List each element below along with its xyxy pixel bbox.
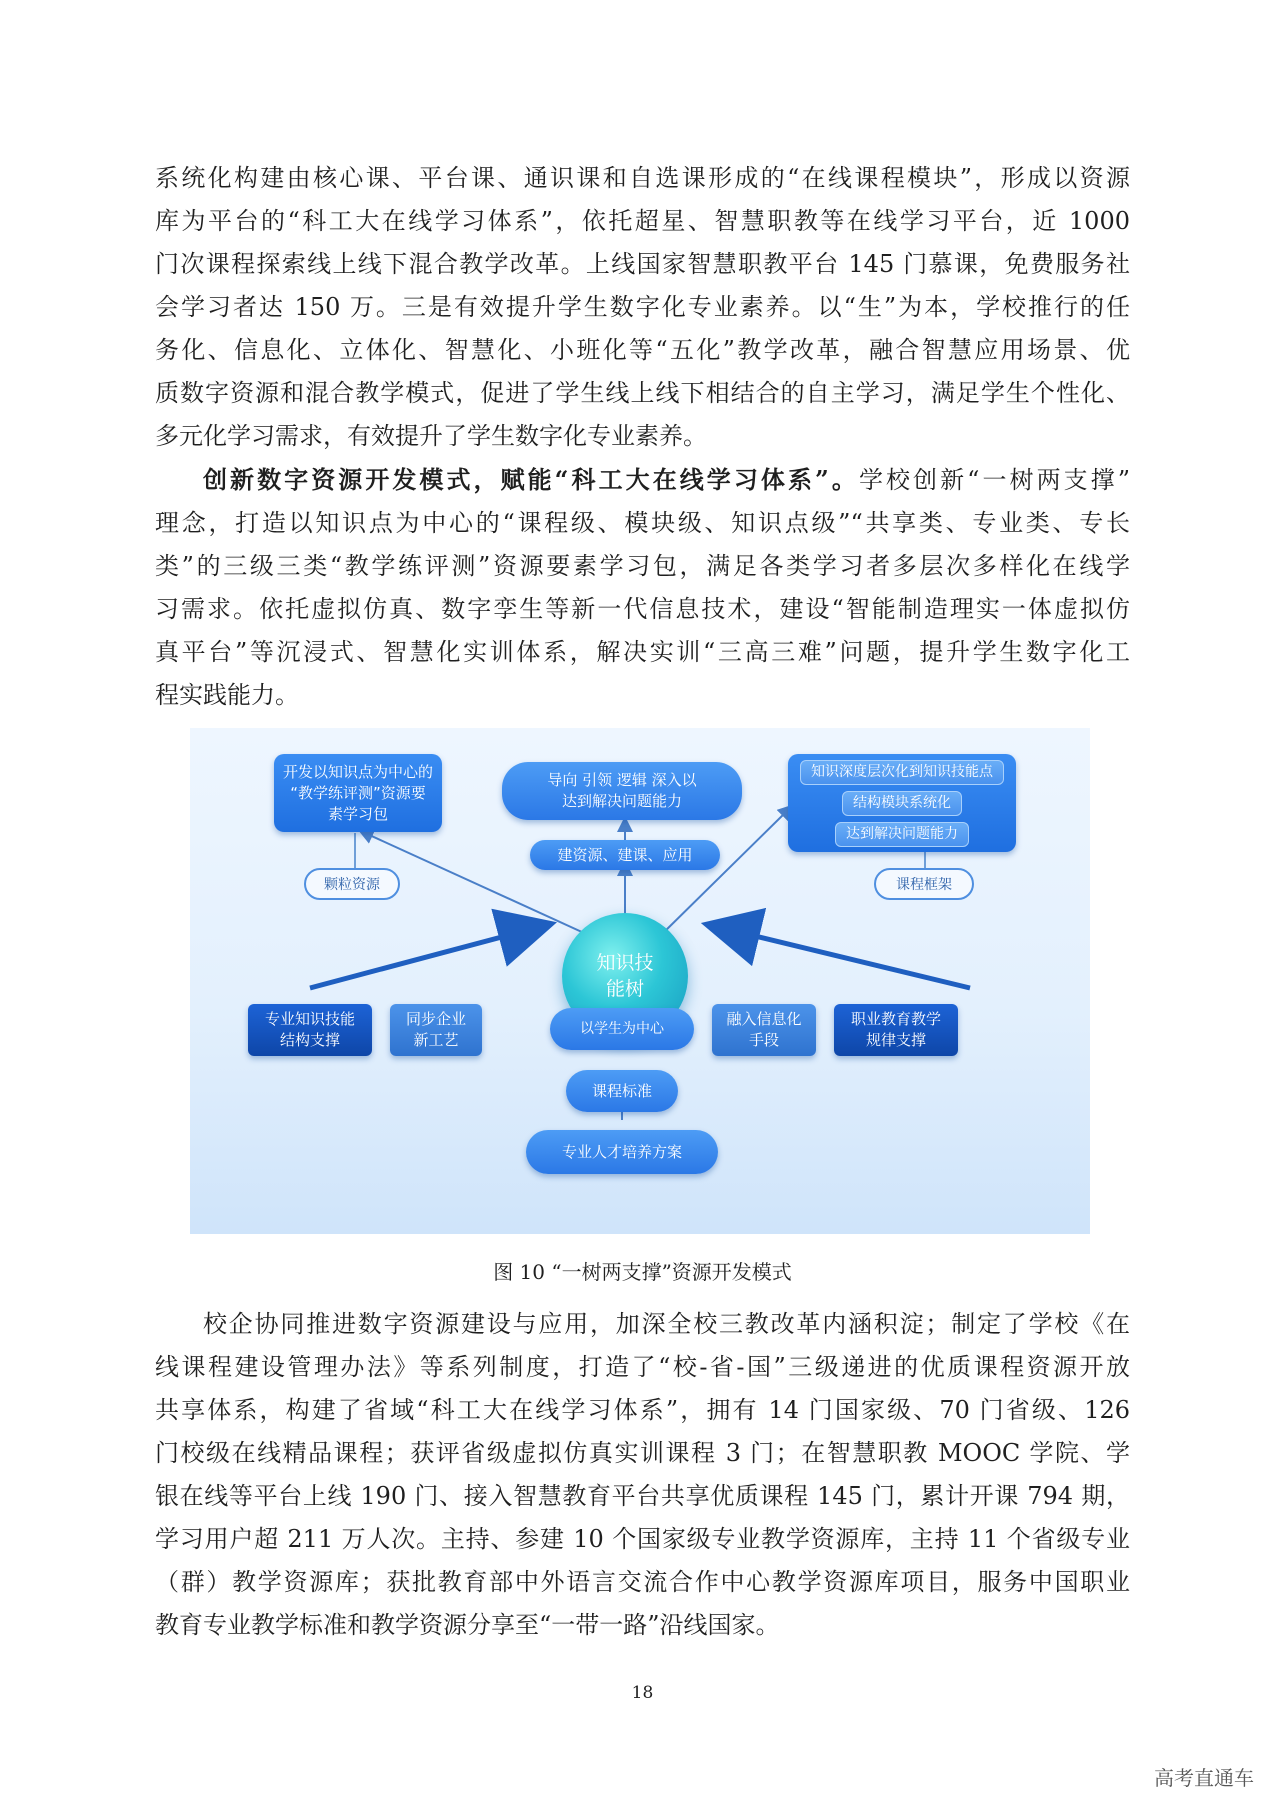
- paragraph-line: 理念，打造以知识点为中心的“课程级、模块级、知识点级”“共享类、专业类、专长: [155, 509, 1130, 537]
- talent-plan-pill: [526, 1130, 718, 1174]
- box-line: 开发以知识点为中心的: [282, 762, 433, 781]
- paragraph-line: 校企协同推进数字资源建设与应用，加深全校三教改革内涵积淀；制定了学校《在: [203, 1310, 1130, 1338]
- paragraph-line: 教育专业教学标准和教学资源分享至“一带一路”沿线国家。: [155, 1611, 780, 1639]
- paragraph-heading-continuation: 学校创新“一树两支撑”: [858, 466, 1131, 494]
- top-right-box: [788, 754, 1016, 852]
- page-number: 18: [631, 1683, 654, 1703]
- top-left-box: [274, 754, 442, 832]
- paragraph-1: [155, 157, 1130, 458]
- paragraph-3: [155, 1303, 1130, 1647]
- top-center-box: [502, 762, 742, 820]
- paragraph-heading: 创新数字资源开发模式，赋能“科工大在线学习体系”。: [203, 465, 859, 494]
- box-line: 同步企业: [405, 1010, 466, 1028]
- box-line: 结构支撑: [279, 1031, 340, 1049]
- top-right-item: 结构模块系统化: [842, 791, 962, 816]
- box-line: 手段: [748, 1031, 779, 1049]
- paragraph-line: 会学习者达 150 万。三是有效提升学生数字化专业素养。以“生”为本，学校推行的任: [155, 293, 1130, 321]
- build-label: [530, 840, 720, 870]
- box-line: “教学练评测”资源要: [290, 783, 426, 802]
- support-arrow: [310, 930, 528, 988]
- paragraph-line: 多元化学习需求，有效提升了学生数字化专业素养。: [155, 422, 707, 450]
- paragraph-line: 务化、信息化、立体化、智慧化、小班化等“五化”教学改革，融合智慧应用场景、优: [155, 336, 1130, 364]
- talent-plan-text: 专业人才培养方案: [561, 1142, 682, 1161]
- course-framework-label: 课程框架: [874, 868, 974, 900]
- box-line: 导向 引领 逻辑 深入以: [547, 771, 697, 789]
- paragraph-line: [155, 458, 1130, 502]
- watermark: 高考直通车: [1154, 1766, 1254, 1790]
- box-line: 达到解决问题能力: [561, 792, 682, 810]
- top-right-item: 达到解决问题能力: [835, 822, 969, 847]
- circle-line: 能树: [605, 978, 644, 1000]
- paragraph-line: 系统化构建由核心课、平台课、通识课和自选课形成的“在线课程模块”，形成以资源: [155, 164, 1130, 192]
- paragraph-line: 类”的三级三类“教学练评测”资源要素学习包，满足各类学习者多层次多样化在线学: [155, 552, 1130, 580]
- box-line: 融入信息化: [726, 1010, 802, 1028]
- curriculum-standard-text: 课程标准: [591, 1081, 652, 1100]
- bottom-support-box: [834, 1004, 958, 1056]
- box-line: 职业教育教学: [850, 1010, 941, 1028]
- figure-caption: 图 10 “一树两支撑”资源开发模式: [493, 1260, 792, 1284]
- granular-resource-label: 颗粒资源: [304, 868, 400, 900]
- connector-line: [658, 810, 788, 938]
- paragraph-line: 程实践能力。: [155, 681, 299, 709]
- circle-line: 知识技: [596, 952, 654, 974]
- student-center-text: 以学生为中心: [580, 1020, 664, 1037]
- curriculum-standard-pill: [566, 1070, 678, 1112]
- paragraph-line: 银在线等平台上线 190 门、接入智慧教育平台共享优质课程 145 门，累计开课 794 期，: [155, 1482, 1130, 1510]
- box-line: 素学习包: [327, 804, 388, 823]
- box-line: 专业知识技能: [264, 1010, 355, 1028]
- bottom-support-box: [248, 1004, 372, 1056]
- support-arrow: [730, 930, 970, 988]
- top-right-title: 知识深度层次化到知识技能点: [800, 760, 1004, 785]
- paragraph-line: 门校级在线精品课程；获评省级虚拟仿真实训课程 3 门；在智慧职教 MOOC 学院、学: [155, 1439, 1130, 1467]
- bottom-support-box: [712, 1004, 816, 1056]
- paragraph-line: 共享体系，构建了省域“科工大在线学习体系”，拥有 14 门国家级、70 门省级、126: [155, 1396, 1130, 1424]
- paragraph-line: 习需求。依托虚拟仿真、数字孪生等新一代信息技术，建设“智能制造理实一体虚拟仿: [155, 595, 1130, 623]
- student-center-pill: [550, 1008, 694, 1050]
- paragraph-2: [155, 458, 1130, 717]
- bottom-support-box: [390, 1004, 482, 1056]
- box-line: 规律支撑: [865, 1031, 926, 1049]
- resource-development-figure: [190, 728, 1090, 1234]
- paragraph-line: 学习用户超 211 万人次。主持、参建 10 个国家级专业教学资源库，主持 11 个省级专业: [155, 1525, 1130, 1553]
- paragraph-line: （群）教学资源库；获批教育部中外语言交流合作中心教学资源库项目，服务中国职业: [155, 1568, 1130, 1596]
- paragraph-line: 门次课程探索线上线下混合教学改革。上线国家智慧职教平台 145 门慕课，免费服务社: [155, 250, 1130, 278]
- paragraph-line: 库为平台的“科工大在线学习体系”，依托超星、智慧职教等在线学习平台，近 1000: [155, 207, 1130, 235]
- paragraph-line: 线课程建设管理办法》等系列制度，打造了“校-省-国”三级递进的优质课程资源开放: [155, 1353, 1130, 1381]
- box-line: 新工艺: [413, 1031, 459, 1049]
- paragraph-line: 真平台”等沉浸式、智慧化实训体系，解决实训“三高三难”问题，提升学生数字化工: [155, 638, 1130, 666]
- paragraph-line: 质数字资源和混合教学模式，促进了学生线上线下相结合的自主学习，满足学生个性化、: [155, 379, 1130, 407]
- build-label-text: 建资源、建课、应用: [557, 845, 693, 864]
